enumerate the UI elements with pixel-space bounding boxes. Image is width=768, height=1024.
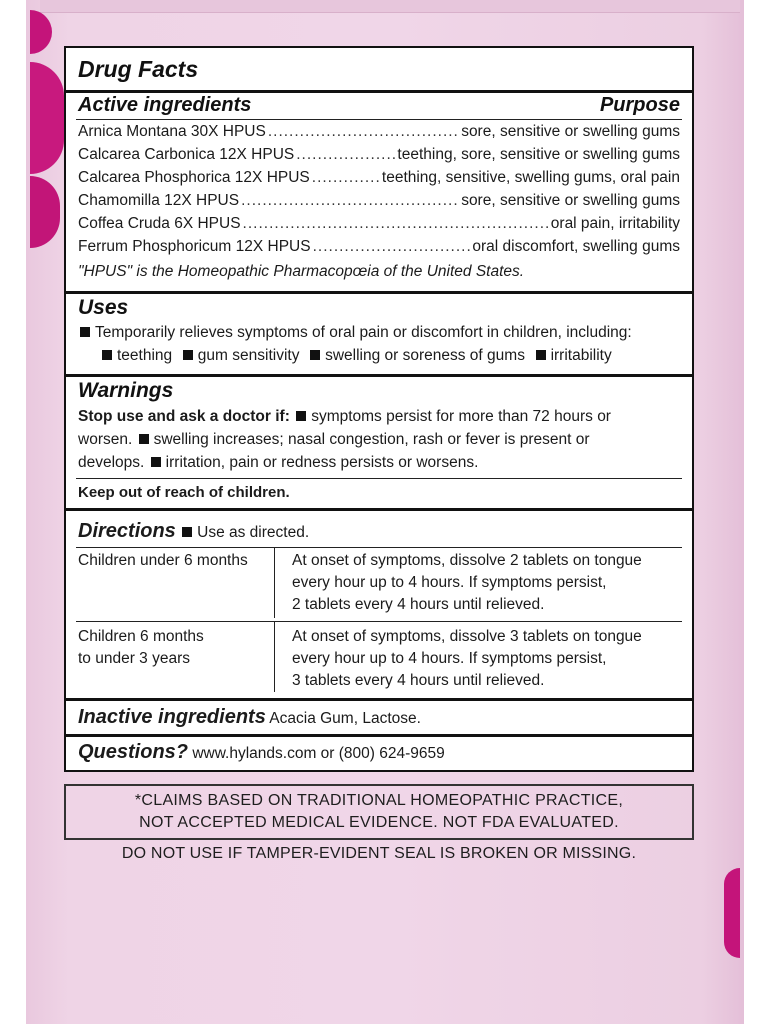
warnings-heading: Warnings	[78, 379, 174, 402]
claims-line-2: NOT ACCEPTED MEDICAL EVIDENCE. NOT FDA EVALUATED.	[139, 814, 619, 831]
leader-dots	[268, 122, 459, 142]
uses-items	[100, 345, 680, 367]
dosage-line: every hour up to 4 hours. If symptoms persist,	[292, 650, 607, 667]
warnings-line-2	[78, 429, 680, 451]
inactive-heading: Inactive ingredients	[78, 706, 266, 728]
ingredient-name: Arnica Montana 30X HPUS	[78, 123, 266, 140]
stop-use-label: Stop use and ask a doctor if:	[78, 408, 290, 425]
dosage-line: 2 tablets every 4 hours until relieved.	[292, 596, 545, 613]
ingredient-purpose: sore, sensitive or swelling gums	[461, 123, 680, 140]
ingredient-purpose: teething, sore, sensitive or swelling gums	[397, 146, 680, 163]
keep-out-of-reach: Keep out of reach of children.	[78, 484, 290, 501]
ingredient-name: Calcarea Carbonica 12X HPUS	[78, 146, 295, 163]
uses-item: teething	[117, 347, 173, 364]
uses-item: irritability	[550, 347, 612, 364]
ingredient-row	[78, 122, 680, 142]
ingredient-row	[78, 214, 680, 234]
drug-facts-title: Drug Facts	[78, 56, 199, 82]
uses-line	[78, 322, 680, 344]
uses-text: Temporarily relieves symptoms of oral pain or discomfort in children, including:	[95, 324, 632, 341]
ingredient-row	[78, 237, 680, 257]
directions-header	[78, 520, 680, 544]
directions-heading: Directions	[78, 520, 176, 542]
ingredient-purpose: sore, sensitive or swelling gums	[461, 192, 680, 209]
leader-dots	[243, 214, 549, 234]
table-divider	[274, 548, 275, 618]
active-ingredients-heading: Active ingredients	[78, 94, 252, 116]
ingredient-name: Ferrum Phosphoricum 12X HPUS	[78, 238, 311, 255]
dosage-line: At onset of symptoms, dissolve 3 tablets on tongue	[292, 628, 642, 645]
warning-item: irritation, pain or redness persists or worsens.	[165, 454, 479, 471]
ingredient-name: Coffea Cruda 6X HPUS	[78, 215, 241, 232]
inactive-line	[78, 706, 680, 730]
warning-item: swelling increases; nasal congestion, rash or fever is present or	[153, 431, 590, 448]
drug-facts-panel	[64, 46, 694, 772]
leader-dots	[241, 191, 459, 211]
bullet-icon	[182, 527, 192, 537]
warnings-line-3	[78, 452, 680, 474]
magenta-graphic-left-middle	[30, 62, 64, 174]
rule-questions	[66, 734, 692, 737]
claims-line-1: *CLAIMS BASED ON TRADITIONAL HOMEOPATHIC PRACTICE,	[134, 792, 624, 809]
ingredient-name: Calcarea Phosphorica 12X HPUS	[78, 169, 310, 186]
directions-intro: Use as directed.	[197, 524, 310, 541]
bullet-icon	[183, 350, 193, 360]
tamper-seal-warning: DO NOT USE IF TAMPER-EVIDENT SEAL IS BROKEN OR MISSING.	[121, 845, 637, 862]
inactive-text: Acacia Gum, Lactose.	[269, 710, 421, 727]
rule-directions-row	[76, 621, 682, 622]
dosage-line: 3 tablets every 4 hours until relieved.	[292, 672, 545, 689]
leader-dots	[296, 145, 395, 165]
claims-disclaimer-box	[64, 784, 694, 840]
ingredient-row	[78, 168, 680, 188]
ingredient-purpose: oral pain, irritability	[550, 215, 680, 232]
magenta-graphic-right	[724, 868, 740, 958]
bullet-icon	[80, 327, 90, 337]
leader-dots	[313, 237, 471, 257]
ingredient-purpose: oral discomfort, swelling gums	[472, 238, 680, 255]
box-top-flap	[40, 0, 740, 13]
ingredient-name: Chamomilla 12X HPUS	[78, 192, 240, 209]
bullet-icon	[102, 350, 112, 360]
dosage-line: every hour up to 4 hours. If symptoms persist,	[292, 574, 607, 591]
uses-item: gum sensitivity	[197, 347, 300, 364]
table-divider	[274, 622, 275, 692]
bullet-icon	[310, 350, 320, 360]
ingredient-row	[78, 145, 680, 165]
hpus-note: "HPUS" is the Homeopathic Pharmacopœia of the United States.	[78, 263, 525, 280]
warning-item-cont: develops.	[78, 454, 145, 471]
bullet-icon	[139, 434, 149, 444]
warning-item-cont: worsen.	[78, 431, 133, 448]
rule-directions-table	[76, 547, 682, 548]
rule-active	[76, 119, 682, 120]
rule-uses	[66, 291, 692, 294]
rule-directions	[66, 508, 692, 511]
warning-item: symptoms persist for more than 72 hours or	[311, 408, 611, 425]
questions-heading: Questions?	[78, 741, 189, 763]
purpose-heading: Purpose	[599, 94, 680, 116]
uses-item: swelling or soreness of gums	[325, 347, 525, 364]
rule-inactive	[66, 698, 692, 701]
rule-keep-out	[76, 478, 682, 479]
warnings-line-1	[78, 406, 680, 428]
age-cell: Children 6 months	[78, 628, 204, 645]
age-cell: to under 3 years	[78, 650, 191, 667]
bullet-icon	[296, 411, 306, 421]
rule-warnings	[66, 374, 692, 377]
ingredient-purpose: teething, sensitive, swelling gums, oral pain	[381, 169, 680, 186]
ingredient-row	[78, 191, 680, 211]
questions-contact: www.hylands.com or (800) 624-9659	[192, 745, 445, 762]
bullet-icon	[151, 457, 161, 467]
dosage-line: At onset of symptoms, dissolve 2 tablets on tongue	[292, 552, 642, 569]
questions-line	[78, 741, 680, 765]
leader-dots	[312, 168, 380, 188]
uses-heading: Uses	[78, 296, 129, 319]
age-cell: Children under 6 months	[78, 552, 248, 569]
rule-title	[66, 90, 692, 93]
bullet-icon	[536, 350, 546, 360]
